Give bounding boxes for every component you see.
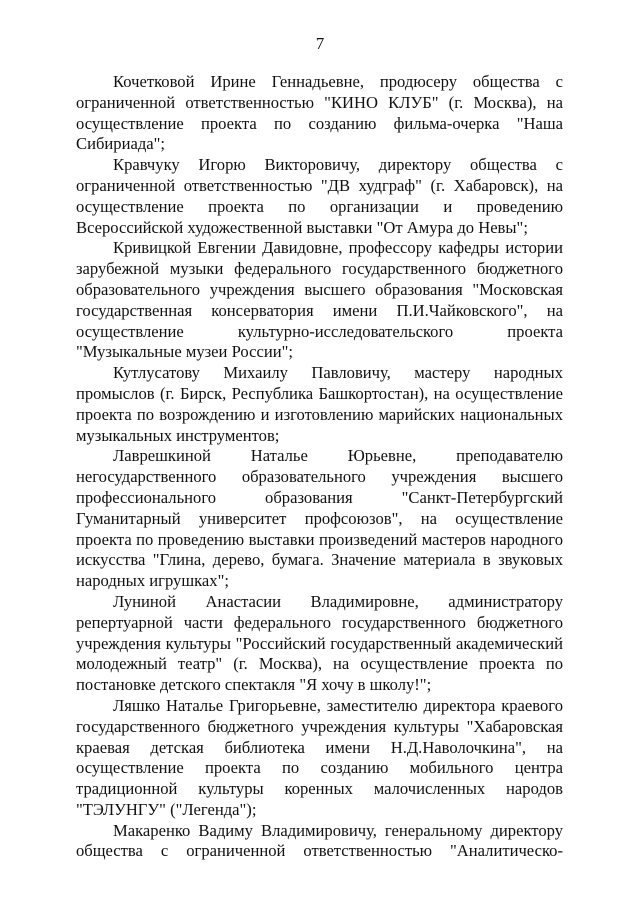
paragraph-kutlusatov: Кутлусатову Михаилу Павловичу, мастеру народных промыслов (г. Бирск, Республика Башкортостан), на осуществление проекта по возрождению и изготовлению марийских национальных музыкальных инструментов; bbox=[76, 363, 563, 445]
document-body bbox=[76, 72, 563, 862]
paragraph-krivitskaya: Кривицкой Евгении Давидовне, профессору кафедры истории зарубежной музыки федерального государственного бюджетного образовательного учреждения высшего образования "Московская государственная консерватория имени П.И.Чайковского", на осуществление культурно-исследовательского проекта "Музыкальные музеи России"; bbox=[76, 238, 563, 362]
paragraph-lyashko: Ляшко Наталье Григорьевне, заместителю директора краевого государственного бюджетного учреждения культуры "Хабаровская краевая детская библиотека имени Н.Д.Наволочкина", на осуществление проекта по созданию мобильного центра традиционной культуры коренных малочисленных народов "ТЭЛУНГУ" ("Легенда"); bbox=[76, 695, 563, 819]
paragraph-lavreshkina: Лаврешкиной Наталье Юрьевне, преподавателю негосударственного образовательного учреждения высшего профессионального образования "Санкт-Петербургский Гуманитарный университет профсоюзов", на осуществление проекта по проведению выставки произведений мастеров народного искусства "Глина, дерево, бумага. Значение материала в звуковых народных игрушках"; bbox=[76, 446, 563, 591]
paragraph-kochetkova: Кочетковой Ирине Геннадьевне, продюсеру общества с ограниченной ответственностью "КИНО КЛУБ" (г. Москва), на осуществление проекта по созданию фильма-очерка "Наша Сибириада"; bbox=[76, 72, 563, 154]
page-number: 7 bbox=[315, 34, 325, 53]
paragraph-lunina: Луниной Анастасии Владимировне, администратору репертуарной части федерального государственного бюджетного учреждения культуры "Российский государственный академический молодежный театр" (г. Москва), на осуществление проекта по постановке детского спектакля "Я хочу в школу!"; bbox=[76, 591, 563, 695]
paragraph-makarenko: Макаренко Вадиму Владимировичу, генеральному директору общества с ограниченной ответственностью "Аналитическо- bbox=[76, 820, 563, 861]
paragraph-kravchuk: Кравчуку Игорю Викторовичу, директору общества с ограниченной ответственностью "ДВ худграф" (г. Хабаровск), на осуществление проекта по организации и проведению Всероссийской художественной выставки "От Амура до Невы"; bbox=[76, 155, 563, 237]
